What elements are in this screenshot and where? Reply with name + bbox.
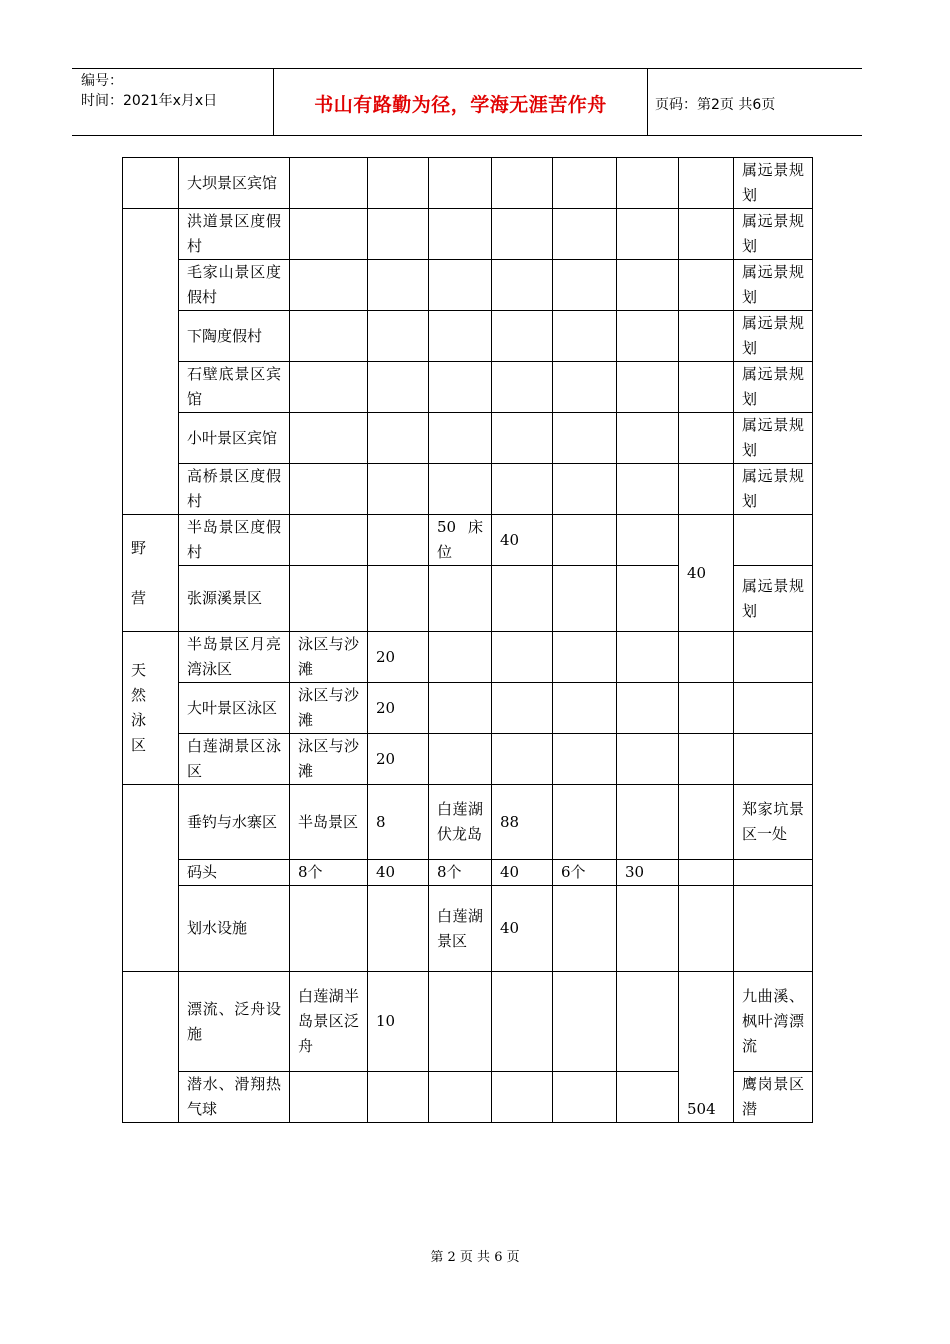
facility-name: 划水设施 bbox=[179, 886, 290, 972]
header-top-rule bbox=[72, 68, 862, 69]
facility-table bbox=[122, 157, 813, 1123]
note-cell: 九曲溪、枫叶湾漂流 bbox=[734, 972, 813, 1072]
table-row bbox=[123, 158, 813, 209]
value-cell: 泳区与沙滩 bbox=[290, 683, 368, 734]
serial-label: 编号： bbox=[81, 73, 123, 89]
value-cell: 20 bbox=[368, 632, 429, 683]
table-row bbox=[123, 311, 813, 362]
value-cell: 40 bbox=[492, 886, 553, 972]
table-row bbox=[123, 972, 813, 1072]
value-cell: 10 bbox=[368, 972, 429, 1072]
page-info: 页码：第2页 共6页 bbox=[655, 97, 776, 113]
facility-name: 潜水、滑翔热气球 bbox=[179, 1072, 290, 1123]
note-cell: 属远景规划 bbox=[734, 464, 813, 515]
note-cell: 属远景规划 bbox=[734, 566, 813, 632]
value-cell: 20 bbox=[368, 683, 429, 734]
value-cell: 泳区与沙滩 bbox=[290, 734, 368, 785]
note-cell: 属远景规划 bbox=[734, 413, 813, 464]
value-cell: 半岛景区 bbox=[290, 785, 368, 860]
facility-name: 小叶景区宾馆 bbox=[179, 413, 290, 464]
category-cell bbox=[123, 209, 179, 515]
value-cell: 504 bbox=[679, 972, 734, 1123]
table-row bbox=[123, 734, 813, 785]
table-row bbox=[123, 362, 813, 413]
category-cell bbox=[123, 158, 179, 209]
table-row bbox=[123, 515, 813, 566]
facility-name: 石壁底景区宾馆 bbox=[179, 362, 290, 413]
table-row bbox=[123, 683, 813, 734]
note-cell: 属远景规划 bbox=[734, 260, 813, 311]
note-cell: 鹰岗景区潜 bbox=[734, 1072, 813, 1123]
value-cell: 50 床位 bbox=[429, 515, 492, 566]
note-cell: 属远景规划 bbox=[734, 209, 813, 260]
value-cell: 20 bbox=[368, 734, 429, 785]
facility-name: 高桥景区度假村 bbox=[179, 464, 290, 515]
header-bottom-rule bbox=[72, 135, 862, 136]
header-motto: 书山有路勤为径，学海无涯苦作舟 bbox=[314, 94, 607, 116]
value-cell: 8个 bbox=[429, 860, 492, 886]
value-cell: 8 bbox=[368, 785, 429, 860]
table-row bbox=[123, 413, 813, 464]
value-cell: 40 bbox=[368, 860, 429, 886]
note-cell: 属远景规划 bbox=[734, 362, 813, 413]
value-cell: 白莲湖半岛景区泛舟 bbox=[290, 972, 368, 1072]
category-cell bbox=[123, 785, 179, 972]
facility-name: 半岛景区月亮湾泳区 bbox=[179, 632, 290, 683]
table-row bbox=[123, 260, 813, 311]
value-cell: 白莲湖伏龙岛 bbox=[429, 785, 492, 860]
note-cell: 郑家坑景区一处 bbox=[734, 785, 813, 860]
facility-name: 大叶景区泳区 bbox=[179, 683, 290, 734]
value-cell: 白莲湖景区 bbox=[429, 886, 492, 972]
value-cell: 8个 bbox=[290, 860, 368, 886]
facility-name: 大坝景区宾馆 bbox=[179, 158, 290, 209]
table-row bbox=[123, 860, 813, 886]
header-divider-right bbox=[647, 68, 648, 135]
facility-name: 漂流、泛舟设施 bbox=[179, 972, 290, 1072]
value-cell: 40 bbox=[492, 860, 553, 886]
value-cell: 88 bbox=[492, 785, 553, 860]
facility-name: 白莲湖景区泳区 bbox=[179, 734, 290, 785]
table-row bbox=[123, 464, 813, 515]
note-cell: 属远景规划 bbox=[734, 158, 813, 209]
facility-name: 垂钓与水寨区 bbox=[179, 785, 290, 860]
table-row bbox=[123, 886, 813, 972]
value-cell: 泳区与沙滩 bbox=[290, 632, 368, 683]
value-cell: 40 bbox=[679, 515, 734, 632]
category-camping: 野营 bbox=[123, 515, 179, 632]
time-label: 时间：2021年x月x日 bbox=[81, 93, 218, 109]
note-cell: 属远景规划 bbox=[734, 311, 813, 362]
category-cell bbox=[123, 972, 179, 1123]
facility-name: 毛家山景区度假村 bbox=[179, 260, 290, 311]
category-swimming: 天然泳区 bbox=[123, 632, 179, 785]
facility-name: 张源溪景区 bbox=[179, 566, 290, 632]
table-row bbox=[123, 632, 813, 683]
facility-name: 下陶度假村 bbox=[179, 311, 290, 362]
table-row bbox=[123, 209, 813, 260]
value-cell: 6个 bbox=[553, 860, 617, 886]
table-row bbox=[123, 785, 813, 860]
page-footer: 第 2 页 共 6 页 bbox=[430, 1250, 520, 1265]
facility-name: 半岛景区度假村 bbox=[179, 515, 290, 566]
facility-name: 洪道景区度假村 bbox=[179, 209, 290, 260]
value-cell: 40 bbox=[492, 515, 553, 566]
facility-name: 码头 bbox=[179, 860, 290, 886]
value-cell: 30 bbox=[617, 860, 679, 886]
